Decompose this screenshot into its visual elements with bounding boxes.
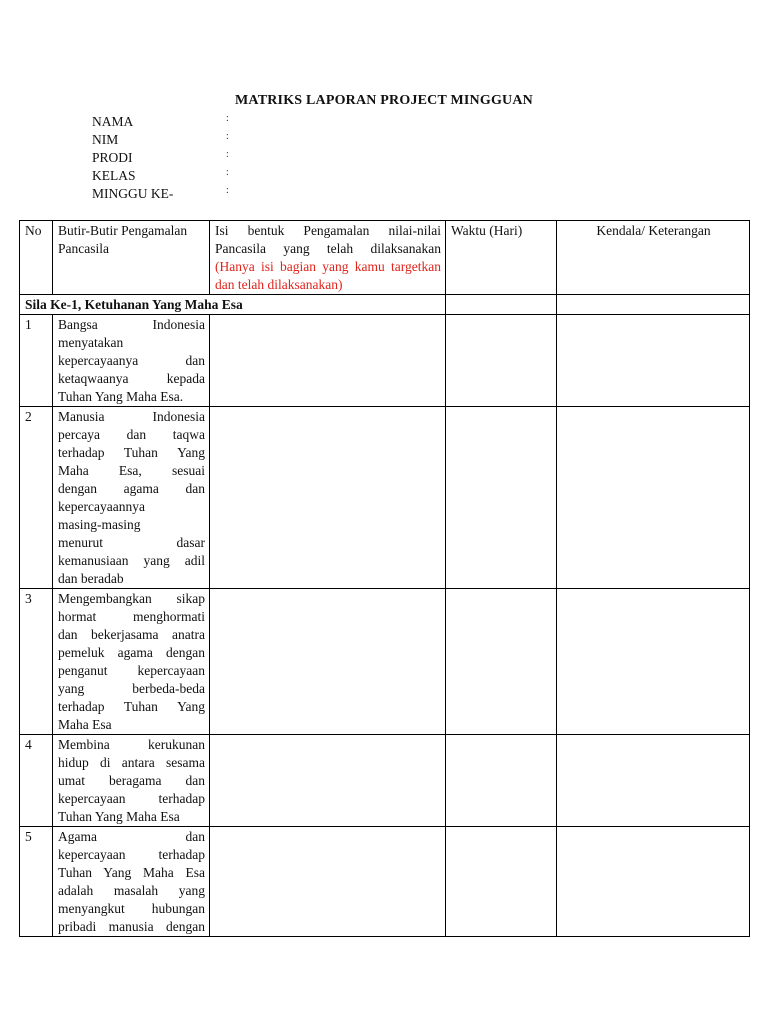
section-row <box>20 295 750 315</box>
row-number: 5 <box>20 827 53 937</box>
page-title: MATRIKS LAPORAN PROJECT MINGGUAN <box>235 93 533 108</box>
butir-line: yang berbeda-beda <box>58 681 205 696</box>
header-isi <box>210 221 446 295</box>
row-number: 2 <box>20 407 53 589</box>
butir-line: hidup di antara sesama <box>58 755 205 770</box>
kendala-cell <box>557 315 750 407</box>
kendala-cell <box>557 589 750 735</box>
section-title: Sila Ke-1, Ketuhanan Yang Maha Esa <box>20 295 446 315</box>
section-empty-cell <box>557 295 750 315</box>
header-isi-label: Isi bentuk Pengamalan nilai-nilai Pancasila yang telah dilaksanakan <box>215 223 441 256</box>
field-label: KELAS <box>92 168 136 183</box>
butir-line: Membina kerukunan <box>58 737 205 752</box>
field-nim <box>92 132 292 150</box>
butir-text <box>53 735 210 827</box>
butir-line: percaya dan taqwa <box>58 427 205 442</box>
butir-line: kepercayaanya dan <box>58 353 205 368</box>
header-kendala: Kendala/ Keterangan <box>557 221 750 295</box>
isi-cell <box>210 407 446 589</box>
table-row <box>20 315 750 407</box>
butir-line: masing-masing <box>58 517 141 532</box>
waktu-cell <box>446 735 557 827</box>
butir-line: pemeluk agama dengan <box>58 645 205 660</box>
butir-line: penganut kepercayaan <box>58 663 205 678</box>
table-row <box>20 407 750 589</box>
field-label: NIM <box>92 132 119 147</box>
header-butir <box>53 221 210 295</box>
butir-line: pribadi manusia dengan <box>58 919 205 934</box>
butir-text <box>53 827 210 937</box>
row-number: 1 <box>20 315 53 407</box>
butir-line: dan bekerjasama anatra <box>58 627 205 642</box>
table-row <box>20 735 750 827</box>
row-number: 4 <box>20 735 53 827</box>
field-label: NAMA <box>92 114 134 129</box>
field-minggu-ke <box>92 186 292 204</box>
waktu-cell <box>446 407 557 589</box>
isi-cell <box>210 735 446 827</box>
butir-line: Maha Esa, sesuai <box>58 463 205 478</box>
field-label: PRODI <box>92 150 133 165</box>
butir-line: adalah masalah yang <box>58 883 205 898</box>
butir-line: menurut dasar <box>58 535 205 550</box>
butir-line: Bangsa Indonesia <box>58 317 205 332</box>
table-row <box>20 827 750 937</box>
isi-cell <box>210 827 446 937</box>
butir-line: dengan agama dan <box>58 481 205 496</box>
butir-line: menyangkut hubungan <box>58 901 205 916</box>
row-number: 3 <box>20 589 53 735</box>
report-matrix-table <box>19 220 750 937</box>
butir-line: Agama dan <box>58 829 205 844</box>
butir-text <box>53 407 210 589</box>
isi-cell <box>210 589 446 735</box>
butir-line: ketaqwaanya kepada <box>58 371 205 386</box>
butir-line: Maha Esa <box>58 717 112 732</box>
waktu-cell <box>446 315 557 407</box>
butir-line: umat beragama dan <box>58 773 205 788</box>
field-colon: : <box>226 185 229 196</box>
field-colon: : <box>226 167 229 178</box>
butir-line: kepercayaannya <box>58 499 145 514</box>
butir-line: Mengembangkan sikap <box>58 591 205 606</box>
table-row <box>20 589 750 735</box>
waktu-cell <box>446 589 557 735</box>
isi-cell <box>210 315 446 407</box>
table-header-row <box>20 221 750 295</box>
butir-line: Manusia Indonesia <box>58 409 205 424</box>
butir-line: Tuhan Yang Maha Esa <box>58 809 180 824</box>
field-colon: : <box>226 113 229 124</box>
field-colon: : <box>226 131 229 142</box>
field-prodi <box>92 150 292 168</box>
butir-line: terhadap Tuhan Yang <box>58 445 205 460</box>
butir-line: Tuhan Yang Maha Esa. <box>58 389 184 404</box>
kendala-cell <box>557 407 750 589</box>
field-label: MINGGU KE- <box>92 186 174 201</box>
butir-line: menyatakan <box>58 335 124 350</box>
butir-line: dan beradab <box>58 571 124 586</box>
field-nama <box>92 114 292 132</box>
kendala-cell <box>557 827 750 937</box>
butir-line: kemanusiaan yang adil <box>58 553 205 568</box>
kendala-cell <box>557 735 750 827</box>
butir-line: kepercayaan terhadap <box>58 791 205 806</box>
header-butir-label: Butir-Butir Pengamalan Pancasila <box>58 223 188 256</box>
butir-line: kepercayaan terhadap <box>58 847 205 862</box>
butir-line: hormat menghormati <box>58 609 205 624</box>
header-isi-note: (Hanya isi bagian yang kamu targetkan dan telah dilaksanakan) <box>215 259 441 292</box>
header-waktu: Waktu (Hari) <box>446 221 557 295</box>
header-no: No <box>20 221 53 295</box>
section-empty-cell <box>446 295 557 315</box>
field-colon: : <box>226 149 229 160</box>
butir-text <box>53 589 210 735</box>
butir-line: Tuhan Yang Maha Esa <box>58 865 205 880</box>
butir-line: terhadap Tuhan Yang <box>58 699 205 714</box>
butir-text <box>53 315 210 407</box>
field-kelas <box>92 168 292 186</box>
waktu-cell <box>446 827 557 937</box>
